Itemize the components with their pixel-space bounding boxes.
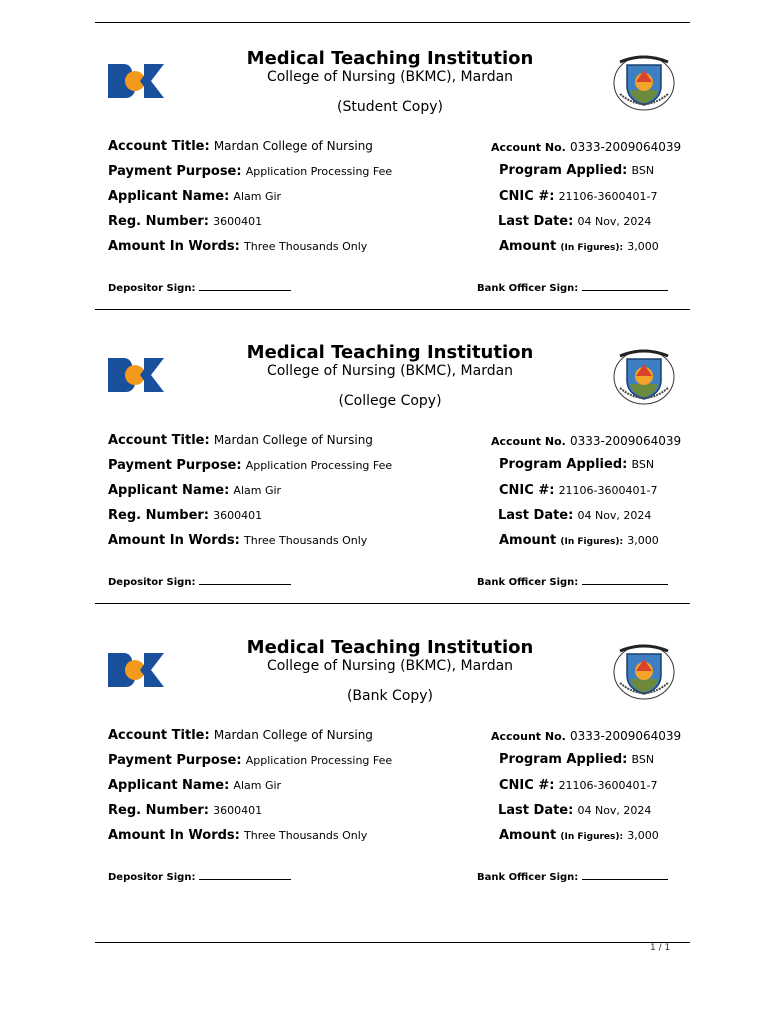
reg-number-row: Reg. Number: 3600401 [108, 803, 263, 818]
program-applied-row: Program Applied: BSN [499, 752, 655, 767]
payment-purpose-row: Payment Purpose: Application Processing Fee [108, 753, 393, 768]
amount-words-row: Amount In Words: Three Thousands Only [108, 828, 368, 843]
bank-officer-sign: Bank Officer Sign: [477, 870, 668, 883]
bottom-rule [95, 942, 690, 943]
amount-figures-row: Amount (In Figures): 3,000 [499, 828, 659, 843]
account-no-row: Account No. 0333-2009064039 [491, 729, 682, 743]
account-title-row: Account Title: Mardan College of Nursing [108, 433, 373, 448]
account-title-row: Account Title: Mardan College of Nursing [108, 728, 373, 743]
institution-title: Medical Teaching Institution [246, 48, 534, 69]
college-subtitle: College of Nursing (BKMC), Mardan [266, 363, 514, 379]
amount-figures-row: Amount (In Figures): 3,000 [499, 533, 659, 548]
challan-slip [0, 28, 768, 318]
institution-title: Medical Teaching Institution [246, 637, 534, 658]
program-applied-row: Program Applied: BSN [499, 163, 655, 178]
account-title-row: Account Title: Mardan College of Nursing [108, 139, 373, 154]
applicant-name-row: Applicant Name: Alam Gir [108, 189, 282, 204]
challan-slip [0, 617, 768, 907]
amount-figures-row: Amount (In Figures): 3,000 [499, 239, 659, 254]
bank-officer-sign: Bank Officer Sign: [477, 575, 668, 588]
challan-slip [0, 322, 768, 612]
last-date-row: Last Date: 04 Nov, 2024 [498, 214, 652, 229]
college-subtitle: College of Nursing (BKMC), Mardan [266, 69, 514, 85]
payment-purpose-row: Payment Purpose: Application Processing Fee [108, 458, 393, 473]
depositor-sign: Depositor Sign: [108, 575, 291, 588]
depositor-sign: Depositor Sign: [108, 281, 291, 294]
copy-label: (Bank Copy) [346, 688, 434, 704]
amount-words-row: Amount In Words: Three Thousands Only [108, 533, 368, 548]
institution-title: Medical Teaching Institution [246, 342, 534, 363]
last-date-row: Last Date: 04 Nov, 2024 [498, 508, 652, 523]
copy-label: (Student Copy) [337, 99, 443, 115]
account-no-row: Account No. 0333-2009064039 [491, 434, 682, 448]
reg-number-row: Reg. Number: 3600401 [108, 214, 263, 229]
last-date-row: Last Date: 04 Nov, 2024 [498, 803, 652, 818]
cnic-row: CNIC #: 21106-3600401-7 [499, 483, 658, 498]
account-no-row: Account No. 0333-2009064039 [491, 140, 682, 154]
cnic-row: CNIC #: 21106-3600401-7 [499, 778, 658, 793]
amount-words-row: Amount In Words: Three Thousands Only [108, 239, 368, 254]
college-subtitle: College of Nursing (BKMC), Mardan [266, 658, 514, 674]
program-applied-row: Program Applied: BSN [499, 457, 655, 472]
depositor-sign: Depositor Sign: [108, 870, 291, 883]
copy-label: (College Copy) [338, 393, 442, 409]
top-rule [95, 22, 690, 23]
page-number: 1 / 1 [650, 943, 671, 953]
payment-purpose-row: Payment Purpose: Application Processing Fee [108, 164, 393, 179]
cnic-row: CNIC #: 21106-3600401-7 [499, 189, 658, 204]
applicant-name-row: Applicant Name: Alam Gir [108, 483, 282, 498]
bank-officer-sign: Bank Officer Sign: [477, 281, 668, 294]
reg-number-row: Reg. Number: 3600401 [108, 508, 263, 523]
applicant-name-row: Applicant Name: Alam Gir [108, 778, 282, 793]
